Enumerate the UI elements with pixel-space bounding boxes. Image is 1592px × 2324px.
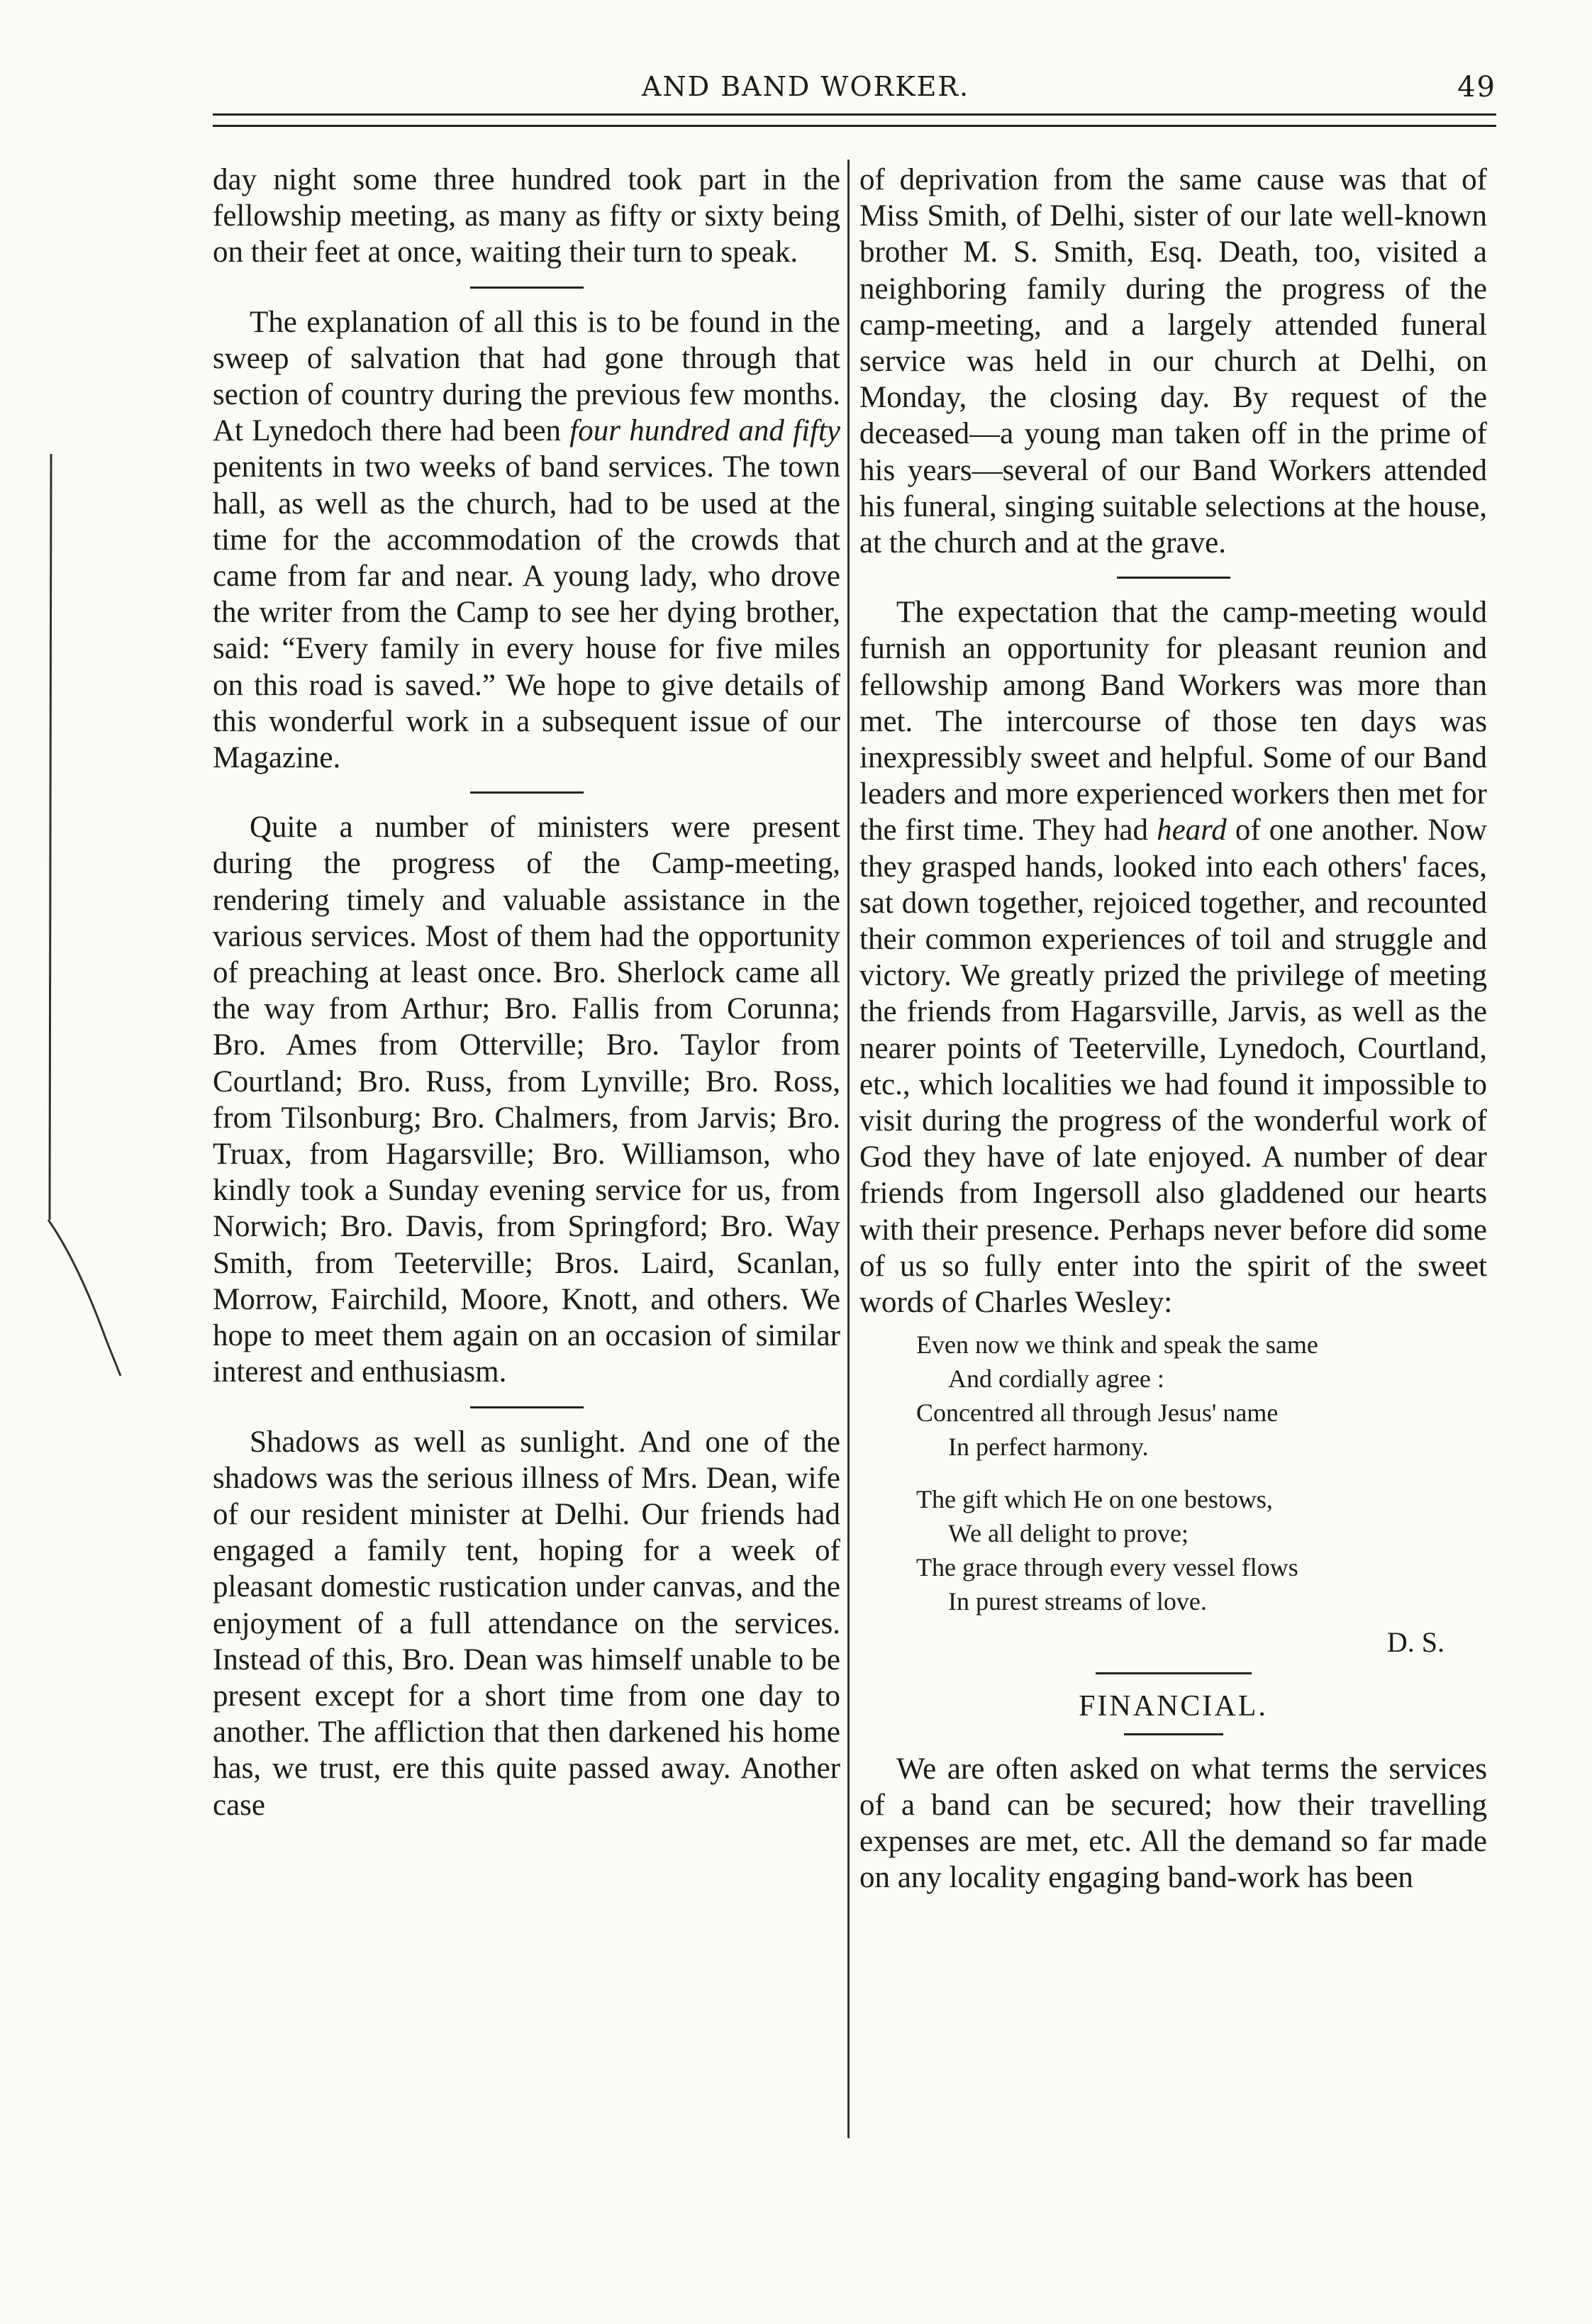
poem-line: We all delight to prove; (948, 1519, 1189, 1548)
poem-line: In perfect harmony. (948, 1433, 1149, 1462)
separator-rule (470, 287, 584, 289)
paragraph: of deprivation from the same cause was that of Miss Smith, of Delhi, sister of our late well-known brother M. S. Smith, Esq. Death, too, visited a neighboring family during the progress of the camp-meeting, and a largely attended funeral service was held in our church at Delhi, on Monday, the closing day. By request of the deceased—a young man taken off in the prime of his years—several of our Band Workers attended his funeral, singing suitable selections at the house, at the church and at the grave. (859, 163, 1487, 560)
paragraph: The expectation that the camp-meeting would furnish an opportunity for pleasant reunion and fellowship among Band Workers was more than met. The intercourse of those ten days was inexpressibly sweet and helpful. Some of our Band leaders and more experienced workers then met for the first time. They had heard of one another. Now they grasped hands, looked into each others' faces, sat down together, rejoiced together, and recounted their common experiences of toil and struggle and victory. We greatly prized the privilege of meeting the friends from Hagarsville, Jarvis, as well as the nearer points of Teeterville, Lynedoch, Courtland, etc., which localities we had found it impossible to visit during the progress of the wonderful work of God they have of late enjoyed. A number of dear friends from Ingersoll also gladdened our hearts with their presence. Perhaps never before did some of us so fully enter into the spirit of the sweet words of Charles Wesley: (859, 596, 1487, 1320)
poem-line: In purest streams of love. (948, 1587, 1207, 1616)
poem-line: The gift which He on one bestows, (916, 1485, 1273, 1514)
paragraph: day night some three hundred took part in the fellowship meeting, as many as fifty or sixty being on their feet at once, waiting their turn to speak. (213, 163, 840, 269)
separator-rule (470, 791, 584, 794)
paragraph: Shadows as well as sunlight. And one of the shadows was the serious illness of Mrs. Dean, wife of our resident minister at Delhi. Our friends had engaged a family tent, hoping for a week of pleasant domestic rustication under canvas, and the enjoyment of a full attendance on the services. Instead of this, Bro. Dean was himself unable to be present except for a short time from one day to another. The affliction that then darkened his home has, we trust, ere this quite passed away. Another case (213, 1425, 840, 1822)
right-column (859, 162, 1487, 1896)
column-divider (847, 160, 850, 2138)
header-title: AND BAND WORKER. (642, 71, 970, 102)
section-heading: FINANCIAL. (1079, 1689, 1268, 1723)
header-rule-bottom (213, 125, 1496, 127)
left-column (213, 162, 840, 1823)
author-signature: D. S. (1386, 1626, 1445, 1659)
hymn-quotation (916, 1328, 1487, 1618)
header-rule-top (213, 113, 1496, 116)
separator-rule (1124, 1733, 1223, 1735)
page-number: 49 (1457, 71, 1496, 104)
separator-rule (470, 1406, 584, 1408)
paragraph: We are often asked on what terms the services of a band can be secured; how their travelling expenses are met, etc. All the demand so far made on any locality engaging band-work has been (859, 1752, 1487, 1895)
running-header (213, 65, 1496, 108)
separator-rule (1117, 577, 1230, 579)
paragraph: The explanation of all this is to be found in the sweep of salvation that had gone through that section of country during the previous few months. At Lynedoch there had been four hundred and fifty penitents in two weeks of band services. The town hall, as well as the church, had to be used at the time for the accommodation of the crowds that came from far and near. A young lady, who drove the writer from the Camp to see her dying brother, said: “Every family in every house for five miles on this road is saved.” We hope to give details of this wonderful work in a subsequent issue of our Magazine. (213, 305, 840, 775)
separator-rule (1096, 1672, 1252, 1674)
poem-line: Concentred all through Jesus' name (916, 1399, 1279, 1428)
poem-line: Even now we think and speak the same (916, 1330, 1318, 1360)
paragraph: Quite a number of ministers were present during the progress of the Camp-meeting, rendering timely and valuable assistance in the various services. Most of them had the opportunity of preaching at least once. Bro. Sherlock came all the way from Arthur; Bro. Fallis from Corunna; Bro. Ames from Otterville; Bro. Taylor from Courtland; Bro. Russ, from Lynville; Bro. Ross, from Tilsonburg; Bro. Chalmers, from Jarvis; Bro. Truax, from Hagarsville; Bro. Williamson, who kindly took a Sunday evening service for us, from Norwich; Bro. Davis, from Springford; Bro. Way Smith, from Teeterville; Bros. Laird, Scanlan, Morrow, Fairchild, Moore, Knott, and others. We hope to meet them again on an occasion of similar interest and enthusiasm. (213, 811, 840, 1389)
poem-line: The grace through every vessel flows (916, 1553, 1298, 1582)
margin-pencil-mark (28, 454, 170, 1589)
poem-line: And cordially agree : (948, 1364, 1164, 1394)
